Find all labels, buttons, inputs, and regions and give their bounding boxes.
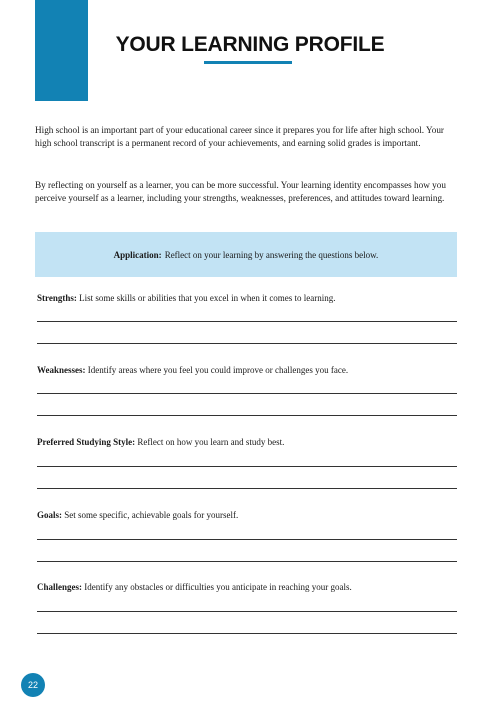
- intro-paragraph-1: High school is an important part of your educational career since it prepares you for life after high school. Your high school transcript is a permanent record of your achievements, and earning solid grades is important.: [35, 125, 444, 148]
- page-title: YOUR LEARNING PROFILE: [115, 33, 385, 56]
- answer-line[interactable]: [37, 393, 457, 394]
- intro-paragraph-2: By reflecting on yourself as a learner, you can be more successful. Your learning identity encompasses how you perceive yourself as a learner, including your strengths, weaknesses, preferences, and attitudes toward learning.: [35, 180, 446, 203]
- application-label: Application:: [113, 249, 162, 260]
- question-prompt: Identify any obstacles or difficulties you anticipate in reaching your goals.: [84, 582, 352, 592]
- answer-line[interactable]: [37, 633, 457, 634]
- question-label: Goals:: [37, 510, 63, 520]
- page-number: 22: [21, 673, 45, 697]
- question-challenges: [37, 582, 457, 592]
- application-text: Reflect on your learning by answering the questions below.: [164, 249, 379, 260]
- question-label: Preferred Studying Style:: [37, 437, 136, 447]
- question-label: Challenges:: [37, 582, 82, 592]
- title-underline: [204, 61, 292, 64]
- question-label: Weaknesses:: [37, 365, 86, 375]
- answer-line[interactable]: [37, 321, 457, 322]
- question-weaknesses: [37, 365, 457, 375]
- question-prompt: Identify areas where you feel you could improve or challenges you face.: [87, 365, 349, 375]
- question-label: Strengths:: [37, 293, 77, 303]
- question-prompt: Set some specific, achievable goals for yourself.: [64, 510, 239, 520]
- question-strengths: [37, 293, 457, 303]
- answer-line[interactable]: [37, 539, 457, 540]
- application-box: [35, 232, 457, 277]
- accent-block: [35, 0, 88, 101]
- answer-line[interactable]: [37, 343, 457, 344]
- answer-line[interactable]: [37, 488, 457, 489]
- answer-line[interactable]: [37, 466, 457, 467]
- question-prompt: List some skills or abilities that you excel in when it comes to learning.: [79, 293, 336, 303]
- answer-line[interactable]: [37, 611, 457, 612]
- answer-line[interactable]: [37, 415, 457, 416]
- question-prompt: Reflect on how you learn and study best.: [137, 437, 285, 447]
- answer-line[interactable]: [37, 561, 457, 562]
- question-goals: [37, 510, 457, 520]
- question-studying-style: [37, 437, 457, 447]
